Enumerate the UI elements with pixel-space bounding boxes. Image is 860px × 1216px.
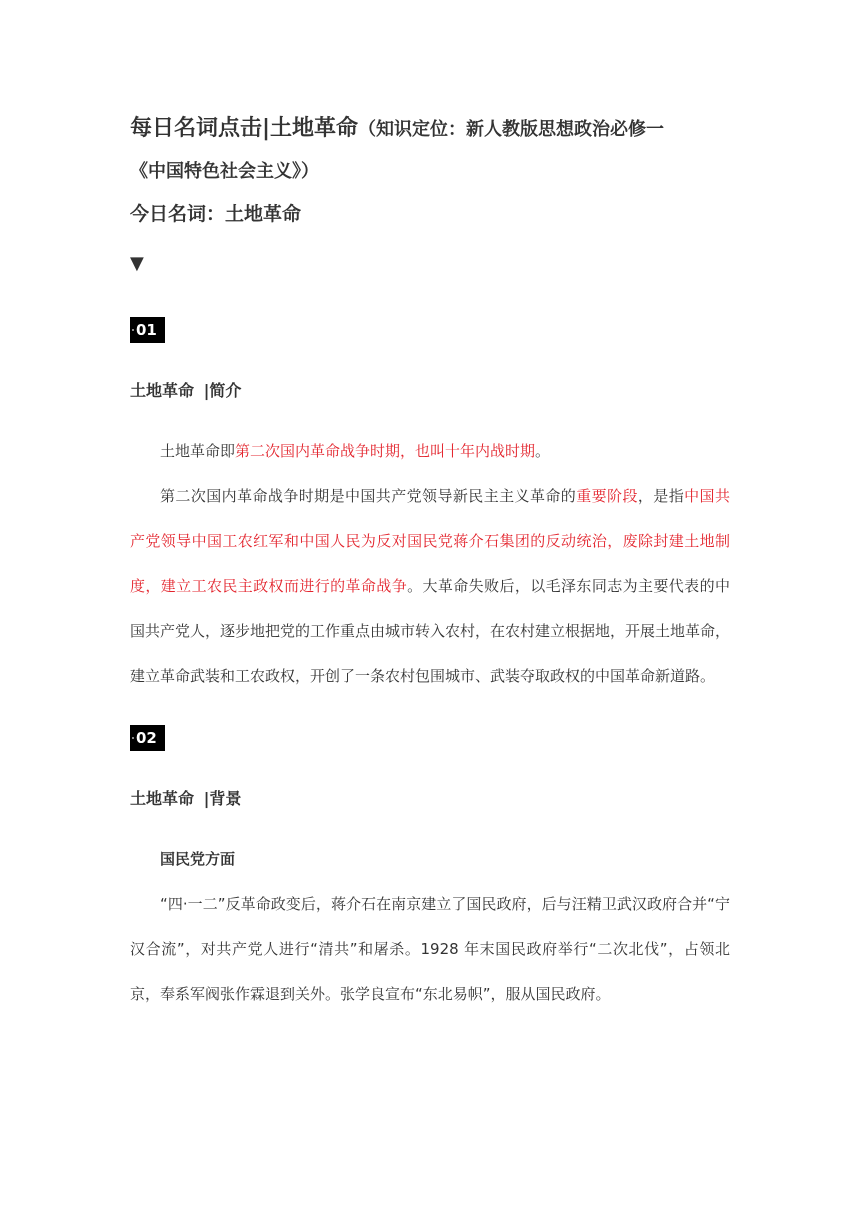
highlighted-text: 第二次国内革命战争时期，也叫十年内战时期 bbox=[235, 442, 536, 460]
intro-paragraph-2 bbox=[130, 474, 730, 699]
text-run: 。 bbox=[535, 442, 551, 460]
text-run: 土地革命即 bbox=[160, 442, 236, 460]
document-page bbox=[130, 108, 730, 1017]
title-subtitle-part2: 《中国特色社会主义》） bbox=[130, 161, 319, 182]
section-badge-row-1 bbox=[130, 317, 730, 343]
text-run: ，是指 bbox=[637, 487, 685, 505]
title-subtitle-part1: （知识定位：新人教版思想政治必修一 bbox=[358, 119, 665, 140]
section-title-intro: 土地革命 |简介 bbox=[130, 381, 242, 400]
sub-heading-kmt: 国民党方面 bbox=[160, 850, 236, 868]
title-line-1 bbox=[130, 108, 730, 151]
section-number-badge: 02 bbox=[130, 725, 165, 751]
section-badge-row-2 bbox=[130, 725, 730, 751]
text-run: 。大革命失败后，以毛泽东同志为主要代表的中国共产党人，逐步地把党的工作重点由城市转入农村，在农村建立根据地，开展土地革命，建立革命武装和工农政权，开创了一条农村包围城市、武装夺取政权的中国革命新道路。 bbox=[130, 577, 731, 685]
today-term-heading: 今日名词：土地革命 bbox=[130, 203, 302, 225]
down-triangle-icon: ▼ bbox=[130, 253, 144, 274]
section-title-background: 土地革命 |背景 bbox=[130, 789, 242, 808]
section-number-badge: 01 bbox=[130, 317, 165, 343]
highlighted-text: 重要阶段 bbox=[576, 487, 638, 505]
document-title bbox=[130, 108, 730, 193]
background-paragraph-1: “四·一二”反革命政变后，蒋介石在南京建立了国民政府，后与汪精卫武汉政府合并“宁汉合流”，对共产党人进行“清共”和屠杀。1928 年末国民政府举行“二次北伐”，占领北京，奉系军阀张作霖退到关外。张学良宣布“东北易帜”，服从国民政府。 bbox=[130, 895, 730, 1003]
intro-paragraph-1 bbox=[130, 429, 730, 474]
text-run: 第二次国内革命战争时期是中国共产党领导新民主主义革命的 bbox=[160, 487, 577, 505]
title-main: 每日名词点击|土地革命 bbox=[130, 116, 359, 141]
highlighted-text: 中国共产党领导中国工农红军和中国人民为反对国民党蒋介石集团的反动统治，废除封建土地制度，建立工农民主政权而进行的革命战争 bbox=[130, 487, 730, 595]
